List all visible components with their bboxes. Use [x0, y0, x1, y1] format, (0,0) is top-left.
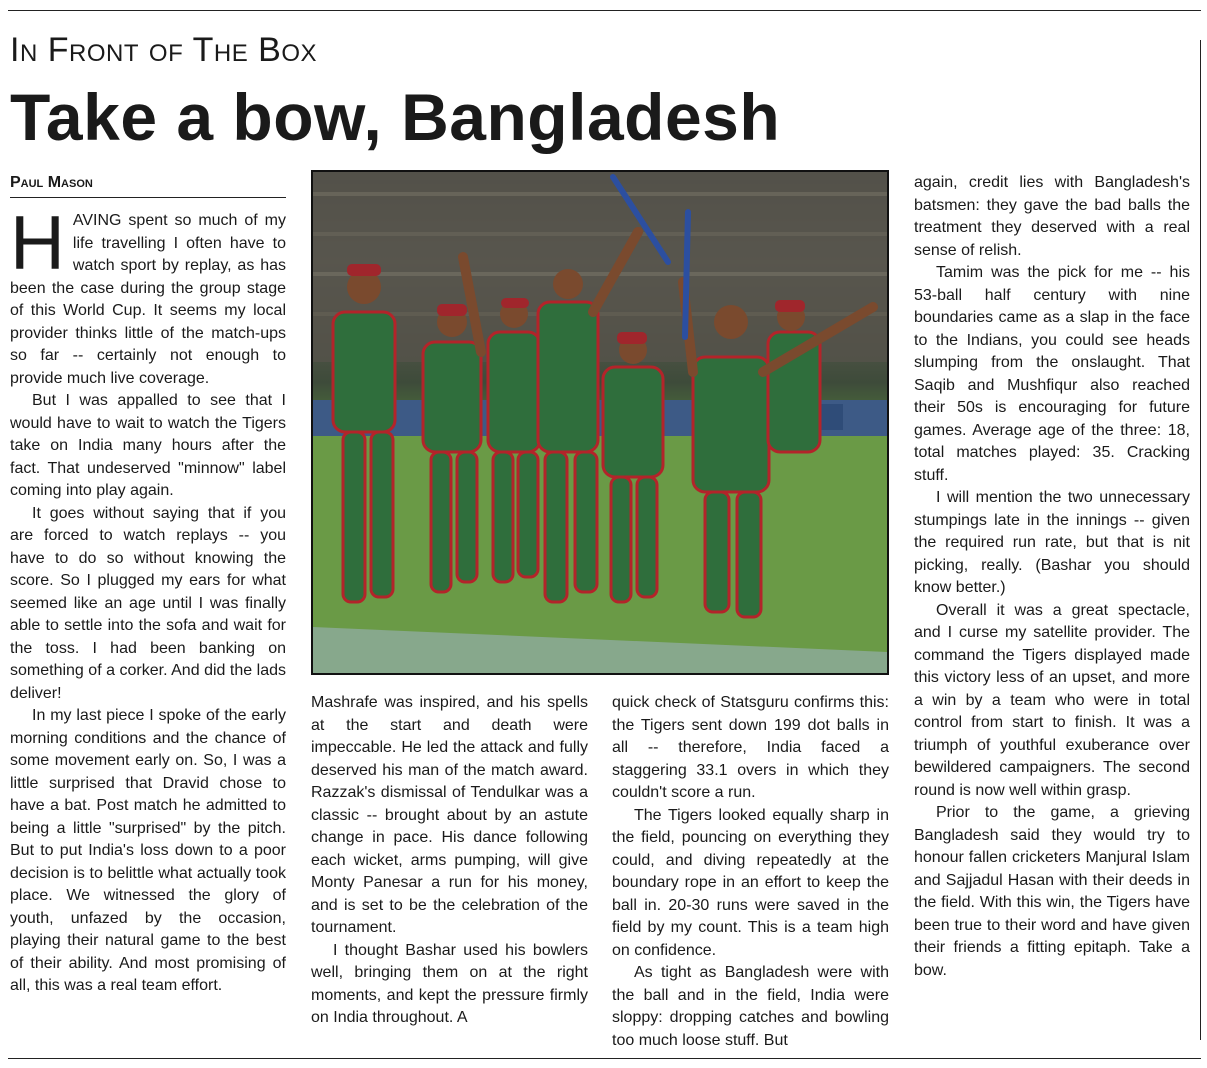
paragraph: But I was appalled to see that I would have to wait to watch the Tigers take on India many hours after the fact. That undeserved "minnow" label coming into play again.	[10, 392, 286, 499]
right-column-rule	[1200, 40, 1201, 1040]
paragraph: quick check of Statsguru confirms this: the Tigers sent down 199 dot balls in all -- therefore, India faced a staggering 33.1 overs in which they couldn't score a run.	[612, 694, 889, 801]
paragraph: Overall it was a great spectacle, and I curse my satellite provider. The command the Tigers displayed made this victory less of an upset, and more a win by a team who were in total control from start to finish. It was a triumph of youthful exuberance over bewildered campaigners. The second round is now well within grasp.	[914, 601, 1190, 799]
paragraph: I will mention the two unnecessary stumpings late in the innings -- given the required run rate, but that is nit picking, really. (Bashar you should know better.)	[914, 489, 1190, 596]
paragraph: The Tigers looked equally sharp in the field, pouncing on everything they could, and diving repeatedly at the boundary rope in an effort to keep the ball in. 20-30 runs were saved in the field by my count. This is a team high on confidence.	[612, 806, 889, 959]
paragraph: Tamim was the pick for me -- his 53-ball half century with nine boundaries came as a slap in the face to the Indians, you could see heads slumping from the onslaught. That Saqib and Mushfiqur also reached their 50s is encouraging for future games. Average age of the three: 18, total matches played: 35. Cracking stuff.	[914, 264, 1190, 484]
article-column-3	[612, 692, 889, 1052]
paragraph: As tight as Bangladesh were with the ball and in the field, India were sloppy: dropping catches and bowling too much loose stuff. But	[612, 964, 889, 1049]
team-celebration-photo	[311, 170, 889, 675]
article-column-2	[311, 692, 588, 1030]
bottom-rule	[8, 1058, 1201, 1059]
article-column-4	[914, 172, 1190, 982]
headline: Take a bow, Bangladesh	[10, 80, 781, 154]
top-rule	[8, 10, 1201, 11]
paragraph: again, credit lies with Bangladesh's batsmen: they gave the bad balls the treatment they deserved with a real sense of relish.	[914, 174, 1190, 259]
paragraph: It goes without saying that if you are forced to watch replays -- you have to do so without knowing the score. So I plugged my ears for what seemed like an age until I was finally able to settle into the sofa and wait for the toss. I had been banking on something of a corker. And did the lads deliver!	[10, 504, 286, 702]
paragraph: Mashrafe was inspired, and his spells at the start and death were impeccable. He led the attack and fully deserved his man of the match award. Razzak's dismissal of Tendulkar was a classic -- brought about by an astute change in pace. His dance following each wicket, arms pumping, will give Monty Panesar a run for his money, and is set to be the celebration of the tournament.	[311, 694, 588, 936]
photo-illustration	[313, 172, 887, 673]
byline: Paul Mason	[10, 172, 286, 198]
paragraph: I thought Bashar used his bowlers well, bringing them on at the right moments, and kept the pressure firmly on India throughout. A	[311, 941, 588, 1026]
drop-cap: H	[10, 201, 65, 286]
article-column-1	[10, 201, 286, 998]
paragraph: In my last piece I spoke of the early morning conditions and the chance of some movement early on. So, I was a little surprised that Dravid chose to have a bat. Post match he admitted to being a little "surprised" by the pitch. But to put India's loss down to a poor decision is to belittle what actually took place. We witnessed the glory of youth, unfazed by the occasion, playing their natural game to the best of their ability. And most promising of all, this was a real team effort.	[10, 707, 286, 994]
paragraph: AVING spent so much of my life travelling I often have to watch sport by replay, as has been the case during the group stage of this World Cup. It seems my local provider thinks little of the match-ups so far -- certainly not enough to provide much live coverage.	[10, 212, 286, 387]
paragraph: Prior to the game, a grieving Bangladesh said they would try to honour fallen cricketers Manjural Islam and Sajjadul Hasan with their deeds in the field. With this win, the Tigers have been true to their word and have given their friends a fitting epitaph. Take a bow.	[914, 804, 1190, 979]
section-title: In Front of The Box	[10, 31, 317, 69]
